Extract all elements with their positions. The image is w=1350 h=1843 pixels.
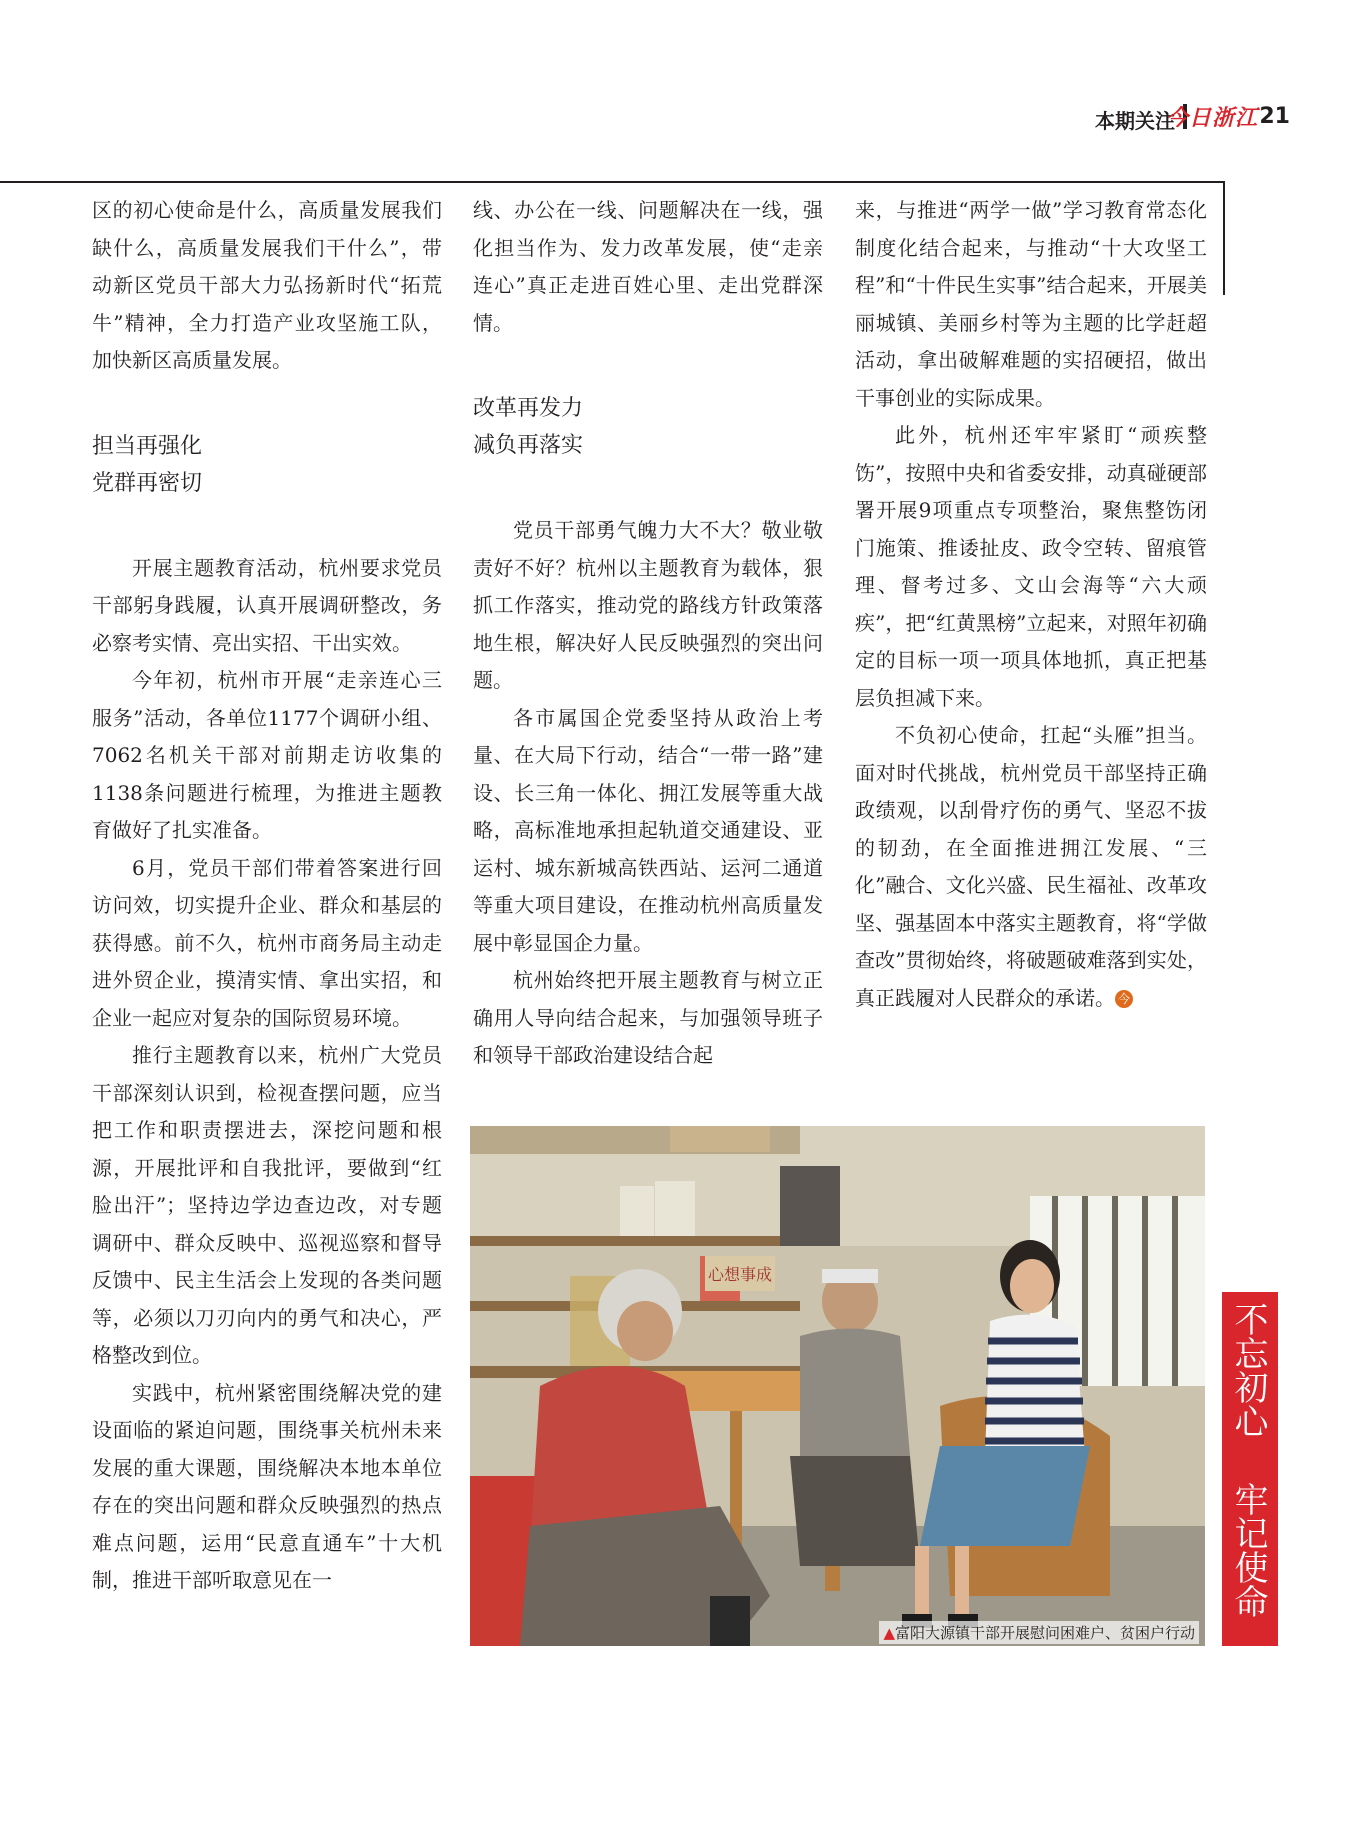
section-heading: 担当再强化 xyxy=(92,433,203,459)
banner-line-2: 牢记使命 xyxy=(1228,1482,1268,1618)
wall-sign-text: 心想事成 xyxy=(707,1265,773,1284)
paragraph: 来，与推进“两学一做”学习教育常态化制度化结合起来，与推动“十大攻坚工程”和“十件民生实事”结合起来，开展美丽城镇、美丽乡村等为主题的比学赶超活动，拿出破解难题的实招硬招，做出干事创业的实际成果。 xyxy=(855,198,1207,410)
header-rule xyxy=(0,181,1225,183)
section-label: 本期关注 xyxy=(1095,109,1175,133)
article-end-mark-icon: 今 xyxy=(1115,990,1133,1008)
paragraph: 各市属国企党委坚持从政治上考量、在大局下行动，结合“一带一路”建设、长三角一体化、拥江发展等重大战略，高标准地承担起轨道交通建设、亚运村、城东新城高铁西站、运河二通道等重大项目建设，在推动杭州高质量发展中彰显国企力量。 xyxy=(473,705,823,955)
article-column-2 xyxy=(473,192,823,1075)
paragraph-text: 不负初心使命，扛起“头雁”担当。面对时代挑战，杭州党员干部坚持正确政绩观，以刮骨疗伤的勇气、坚忍不拔的韧劲，在全面推进拥江发展、“三化”融合、文化兴盛、民生福祉、改革攻坚、强基固本中落实主题教育，将“学做查改”贯彻始终，将破题破难落到实处，真正践履对人民群众的承诺。 xyxy=(855,723,1207,1010)
paragraph: 此外，杭州还牢牢紧盯“顽疾整饬”，按照中央和省委安排，动真碰硬部署开展9项重点专项整治，聚焦整饬闭门施策、推诿扯皮、政令空转、留痕管理、督考过多、文山会海等“六大顽疾”，把“红黄黑榜”立起来，对照年初确定的目标一项一项具体地抓，真正把基层负担减下来。 xyxy=(855,423,1207,710)
section-heading: 党群再密切 xyxy=(92,470,203,496)
paragraph: 线、办公在一线、问题解决在一线，强化担当作为、发力改革发展，使“走亲连心”真正走进百姓心里、走出党群深情。 xyxy=(473,198,823,335)
section-heading: 改革再发力 xyxy=(473,396,584,421)
paragraph: 党员干部勇气魄力大不大？敬业敬责好不好？杭州以主题教育为载体，狠抓工作落实，推动党的路线方针政策落地生根，解决好人民反映强烈的突出问题。 xyxy=(473,518,823,692)
paragraph: 推行主题教育以来，杭州广大党员干部深刻认识到，检视查摆问题，应当把工作和职责摆进去，深挖问题和根源，开展批评和自我批评，要做到“红脸出汗”；坚持边学边查边改，对专题调研中、群众反映中、巡视巡察和督导反馈中、民主生活会上发现的各类问题等，必须以刀刃向内的勇气和决心，严格整改到位。 xyxy=(92,1043,442,1367)
paragraph: 今年初，杭州市开展“走亲连心三服务”活动，各单位1177个调研小组、7062名机关干部对前期走访收集的1138条问题进行梳理，为推进主题教育做好了扎实准备。 xyxy=(92,668,442,842)
page-header xyxy=(0,0,1350,182)
theme-side-banner xyxy=(1222,1292,1278,1646)
photo-caption xyxy=(879,1621,1199,1644)
caption-text: 富阳大源镇干部开展慰问困难户、贫困户行动 xyxy=(894,1624,1195,1642)
banner-line-1: 不忘初心 xyxy=(1228,1302,1268,1438)
article-photo xyxy=(470,1126,1205,1646)
article-column-1 xyxy=(92,192,442,1600)
paragraph: 实践中，杭州紧密围绕解决党的建设面临的紧迫问题，围绕事关杭州未来发展的重大课题，围绕解决本地本单位存在的突出问题和群众反映强烈的热点难点问题，运用“民意直通车”十大机制，推进干部听取意见在一 xyxy=(92,1380,442,1592)
section-heading: 减负再落实 xyxy=(473,433,584,458)
paragraph: 开展主题教育活动，杭州要求党员干部躬身践履，认真开展调研整改，务必察考实情、亮出实招、干出实效。 xyxy=(92,555,442,655)
article-column-3 xyxy=(855,192,1207,1017)
header-rule-vertical xyxy=(1223,181,1225,295)
magazine-logo: 今日浙江 xyxy=(1165,105,1258,131)
paragraph: 6月，党员干部们带着答案进行回访问效，切实提升企业、群众和基层的获得感。前不久，杭州市商务局主动走进外贸企业，摸清实情、拿出实招，和企业一起应对复杂的国际贸易环境。 xyxy=(92,855,442,1030)
paragraph: 区的初心使命是什么，高质量发展我们缺什么，高质量发展我们干什么”，带动新区党员干部大力弘扬新时代“拓荒牛”精神，全力打造产业攻坚施工队，加快新区高质量发展。 xyxy=(92,198,442,372)
paragraph: 杭州始终把开展主题教育与树立正确用人导向结合起来，与加强领导班子和领导干部政治建设结合起 xyxy=(473,968,823,1067)
paragraph xyxy=(855,717,1207,1017)
photo-illustration xyxy=(470,1126,1205,1646)
page-number: 21 xyxy=(1259,104,1290,129)
caption-marker-icon: ▲ xyxy=(883,1624,895,1642)
